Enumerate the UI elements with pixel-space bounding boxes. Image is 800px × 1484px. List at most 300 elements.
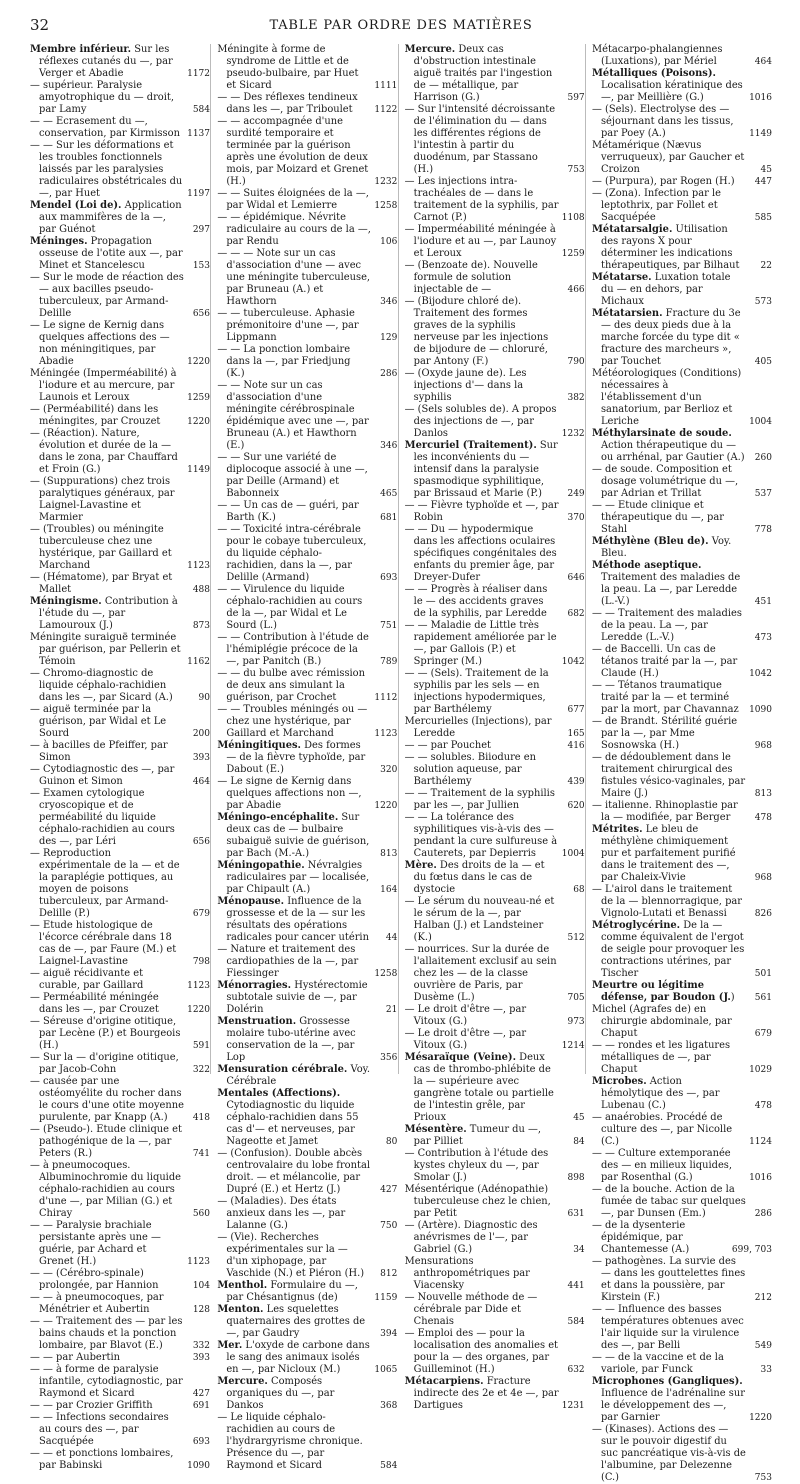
index-entry [217,1148,397,1196]
entry-page-number: 561 [754,993,772,1003]
index-entry [30,44,210,80]
entry-text: Méningitiques. Des formes — de la fièvre typhoïde, par Dabout (E.) [217,740,366,775]
entry-text: Méthylène (Bleu de). Voy. Bleu. [591,536,732,559]
index-entry [405,104,585,176]
index-entry [30,80,210,116]
index-entry [217,500,397,524]
entry-page-number: 1259 [561,249,585,259]
entry-text: — (Perméabilité) dans les méningites, par Crouzet [30,404,161,427]
entry-page-number: 573 [754,297,772,307]
entry-page-number: 478 [754,813,772,823]
entry-page-number: 591 [192,1041,210,1051]
entry-page-number: 200 [192,729,210,739]
index-entry [217,860,397,896]
entry-text: — — Ecrasement du —, conservation, par Kirmisson [30,116,180,139]
entry-page-number: 1016 [749,93,772,103]
entry-page-number: 1004 [561,849,585,859]
entry-page-number: 418 [192,1113,210,1123]
index-entry [405,860,585,896]
entry-text: — — Du — hypodermique dans les affections oculaires spécifiques congénitales des enfants du premier âge, par Dreyer-Dufer [404,524,557,583]
entry-text: — (Vie). Recherches expérimentales sur la — d'un xiphopage, par Vaschide (N.) et Piéron (H.) [217,1232,365,1279]
entry-text: — Contribution à l'étude des kystes chyleux du —, par Smolar (J.) [404,1148,549,1183]
entry-text: — — Traitement des maladies de la peau. La —, par Leredde (L.-V.) [591,608,742,643]
entry-text: Menstruation. Grossesse molaire tubo-utérine avec conservation de la —, par Lop [217,1016,356,1063]
index-entry [30,1292,210,1316]
index-entry [592,188,772,224]
entry-page-number: 34 [573,1245,585,1255]
index-entry [405,500,585,524]
entry-page-number: 447 [754,177,772,187]
entry-page-number: 451 [754,597,772,607]
entry-page-number: 656 [192,837,210,847]
index-entry [217,524,397,584]
index-entry [217,776,397,812]
index-entry [592,68,772,104]
index-entry [30,320,210,368]
entry-text: Méningopathie. Névralgies radiculaires par — localisée, par Chipault (A.) [217,860,370,895]
index-entry [405,368,585,404]
index-entry [30,1412,210,1448]
entry-page-number: 1149 [749,129,772,139]
index-entry [592,920,772,980]
entry-text: — Sur le mode de réaction des — aux bacilles pseudo-tuberculeux, par Armand-Delille [30,272,184,319]
entry-text: — causée par une ostéomyélite du rocher dans le cours d'une otite moyenne purulente, par Knapp (A.) [30,1076,184,1123]
index-entry [30,1160,210,1220]
index-entry [217,344,397,380]
entry-page-number: 1029 [749,1065,772,1075]
entry-page-number: 813 [754,789,772,799]
index-entry [592,1076,772,1112]
entry-text: — — accompagnée d'une surdité temporaire et terminée par la guérison après une évolution de deux mois, par Moizard et Grenet (H.) [217,116,369,187]
entry-page-number: 1112 [374,693,398,703]
index-entry [217,896,397,944]
entry-text: — — et ponctions lombaires, par Babinski [30,1448,174,1471]
entry-page-number: 90 [198,693,210,703]
entry-text: — — épidémique. Névrite radiculaire au cours de la —, par Rendu [217,212,371,247]
entry-text: — (Troubles) ou méningite tuberculeuse chez une hystérique, par Gaillard et Marchand [30,524,172,571]
index-entry [592,1040,772,1076]
entry-text: — (Bijodure chloré de). Traitement des formes graves de la syphilis nerveuse par les injections de bijodure de — chloruré, par Antony (F.) [404,296,549,367]
index-entry [405,1028,585,1052]
index-entry [217,1340,397,1376]
entry-text: Métamérique (Nævus verruqueux), par Gaucher et Croizon [591,140,745,175]
entry-page-number: 677 [567,705,585,715]
entry-page-number: 260 [754,453,772,463]
entry-page-number: 165 [567,729,585,739]
entry-text: — italienne. Rhinoplastie par la — modifiée, par Berger [591,800,738,823]
index-entry [217,1232,397,1280]
index-entry [405,584,585,620]
entry-page-number: 153 [192,261,210,271]
index-entry [405,1220,585,1256]
entry-page-number: 813 [380,849,398,859]
index-entry [405,1292,585,1328]
entry-page-number: 478 [754,1101,772,1111]
entry-page-number: 1123 [374,729,398,739]
entry-page-number: 753 [754,1473,772,1483]
index-entry [592,272,772,308]
index-entry [592,1376,772,1424]
index-entry [592,824,772,884]
entry-page-number: 332 [192,1341,210,1351]
entry-text: — L'airol dans le traitement de la — blennorragique, par Vignolo-Lutati et Benassi [591,884,743,919]
entry-page-number: 488 [192,585,210,595]
entry-page-number: 1004 [749,417,772,427]
entry-text: Mentales (Affections). Cytodiagnostic du liquide céphalo-rachidien dans 55 cas d'— et nerveuses, par Nageotte et Jamet [217,1088,359,1147]
index-entry [30,848,210,920]
index-entry [217,740,397,776]
entry-page-number: 1220 [187,417,210,427]
entry-text: — — Tétanos traumatique traité par la — et terminé par la mort, par Chavannaz [591,680,739,715]
index-entry [592,1184,772,1220]
index-entry [30,1448,210,1472]
index-entry [30,116,210,140]
entry-text: — — (Cérébro-spinale) prolongée, par Hannion [30,1268,159,1291]
entry-page-number: 1162 [187,657,210,667]
index-entry [592,224,772,272]
index-entry [30,368,210,404]
entry-page-number: 778 [754,525,772,535]
entry-text: — (Benzoate de). Nouvelle formule de solution injectable de — [404,260,538,295]
entry-text: — Examen cytologique cryoscopique et de perméabilité du liquide céphalo-rachidien au cours des —, par Léri [30,788,175,847]
entry-text: — Sur l'intensité décroissante de l'élimination du — dans les différentes régions de l'intestin à partir du duodénum, par Stassano (H.) [404,104,556,175]
entry-page-number: 441 [567,1281,585,1291]
index-entry [592,752,772,800]
entry-text: — Séreuse d'origine otitique, par Lecène (P.) et Bourgeois (H.) [30,1016,181,1051]
entry-page-number: 537 [754,489,772,499]
entry-text: Mère. Des droits de la — et du fœtus dans le cas de dystocie [404,860,545,895]
entry-text: Métroglycérine. De la — comme équivalent de l'ergot de seigle pour provoquer les contractions utérines, par Tischer [591,920,745,979]
entry-text: — Le sérum du nouveau-né et le sérum de la —, par Halban (J.) et Landsteiner (K.) [404,896,555,943]
entry-page-number: 1124 [749,1137,772,1147]
entry-text: — Nature et traitement des cardiopathies de la —, par Fiessinger [217,944,359,979]
page-header [30,14,772,38]
index-entry [405,440,585,500]
index-entry [405,44,585,104]
index-entry [405,620,585,668]
entry-page-number: 826 [754,909,772,919]
index-entry [30,1076,210,1124]
entry-text: — — Culture extemporanée des — en milieux liquides, par Rosenthal (G.) [591,1148,732,1183]
entry-page-number: 699, 703 [731,1245,772,1255]
entry-text: — — à pneumocoques, par Ménétrier et Aubertin [30,1292,164,1315]
entry-text: — à bacilles de Pfeiffer, par Simon [30,740,168,763]
entry-text: Mensuration cérébrale. Voy. Cérébrale [217,1064,371,1087]
index-entry [405,260,585,296]
entry-text: Métalliques (Poisons). Localisation kératinique des —, par Meillière (G.) [591,68,743,103]
entry-text: Méningisme. Contribution à l'étude du —, par Lamouroux (J.) [30,596,178,631]
entry-page-number: 286 [754,1209,772,1219]
index-entry [592,176,772,188]
index-entry [592,608,772,644]
entry-page-number: 1042 [561,657,585,667]
entry-text: — — Etude clinique et thérapeutique du —, par Stahl [591,500,724,535]
entry-text: — nourrices. Sur la durée de l'allaitement exclusif au sein chez les — de la classe ouvrière de Paris, par Dusème (L.) [404,944,557,1003]
entry-text: — — Troubles méningés ou — chez une hystérique, par Gaillard et Marchand [217,704,368,739]
entry-text: Microphones (Gangliques). Influence de l'adrénaline sur le développement des —, par Garnier [591,1376,745,1423]
entry-text: — (Artère). Diagnostic des anévrismes de l'—, par Gabriel (G.) [404,1220,538,1255]
index-entry [592,308,772,368]
entry-page-number: 1172 [187,69,210,79]
entry-text: Microbes. Action hémolytique des —, par Lubenau (C.) [591,1076,720,1111]
entry-text: — — tuberculeuse. Aphasie prémonitoire d'une —, par Lippmann [217,308,359,343]
entry-text: — de Brandt. Stérilité guérie par la —, par Mme Sosnowska (H.) [591,716,738,751]
entry-page-number: 1232 [374,177,398,187]
entry-page-number: 1090 [749,705,772,715]
entry-page-number: 584 [567,1317,585,1327]
index-entry [592,980,772,1004]
index-column-3 [398,44,585,1411]
index-entry [592,644,772,680]
entry-page-number: 22 [760,261,772,271]
index-entry [592,368,772,428]
running-title: TABLE PAR ORDRE DES MATIÈRES [269,18,533,33]
entry-page-number: 1232 [561,429,585,439]
index-entry [592,1304,772,1352]
entry-text: — Le droit d'être —, par Vitoux (G.) [404,1028,527,1051]
entry-page-number: 631 [567,1209,585,1219]
entry-text: — — du bulbe avec rémission de deux ans simulant la guérison, par Crochet [217,668,365,703]
index-entry [30,236,210,272]
entry-text: — (Sels solubles de). A propos des injections de —, par Danlos [404,404,557,439]
entry-page-number: 873 [192,621,210,631]
index-entry [217,944,397,980]
entry-text: — — à forme de paralysie infantile, cytodiagnostic, par Raymond et Sicard [30,1364,183,1399]
entry-text: Mésaraïque (Veine). Deux cas de thrombo-phlébite de la — supérieure avec gangrène totale ou partielle de l'intestin grêle, par Prioux [404,1052,554,1123]
entry-text: — (Maladies). Des états anxieux dans les —, par Lalanne (G.) [217,1196,346,1231]
entry-page-number: 751 [380,621,398,631]
entry-page-number: 1149 [187,465,210,475]
entry-text: Métacarpiens. Fracture indirecte des 2e et 4e —, par Dartigues [404,1376,559,1411]
entry-text: Mercurielles (Injections), par Leredde [404,716,552,739]
entry-page-number: 1220 [187,1005,210,1015]
entry-text: — — Progrès à réaliser dans le — des accidents graves de la syphilis, par Leredde [404,584,548,619]
index-entry [30,1352,210,1364]
index-entry [217,980,397,1016]
index-entry [217,1016,397,1064]
entry-page-number: 501 [754,969,772,979]
index-entry [405,896,585,944]
entry-text: — — par Aubertin [30,1352,120,1363]
index-entry [30,1364,210,1400]
entry-text: — Les injections intra-trachéales de — dans le traitement de la syphilis, par Carnot (P.) [404,176,559,223]
index-entry [592,884,772,920]
index-entry [217,116,397,188]
entry-page-number: 44 [385,933,398,943]
entry-page-number: 790 [567,357,585,367]
entry-page-number: 393 [192,1353,210,1363]
entry-text: — Sur la — d'origine otitique, par Jacob-Cohn [30,1052,179,1075]
entry-text: Métacarpo-phalangiennes (Luxations), par Mériel [591,44,723,67]
entry-text: Mer. L'oxyde de carbone dans le sang des animaux isolés en —, par Nicloux (M.) [217,1340,370,1375]
entry-text: Méningite suraiguë terminée par guérison, par Pellerin et Témoin [30,632,181,667]
index-entry [405,404,585,440]
entry-text: Métrites. Le bleu de méthylène chimiquement pur et parfaitement purifié dans le traitement des —, par Chaleix-Vivie [591,824,736,883]
page-number: 32 [30,16,50,34]
entry-page-number: 427 [192,1389,210,1399]
entry-page-number: 898 [567,1173,585,1183]
index-entry [217,44,397,92]
entry-text: — de Baccelli. Un cas de tétanos traité par la —, par Claude (H.) [591,644,738,679]
entry-text: — — Toxicité intra-cérébrale pour le cobaye tuberculeux, du liquide céphalo-rachidien, dans la —, par Delille (Armand) [217,524,367,583]
entry-text: — — Virulence du liquide céphalo-rachidien au cours de la —, par Widal et Le Sourd (L.) [217,584,363,631]
index-entry [405,1052,585,1124]
entry-page-number: 1111 [374,81,398,91]
entry-page-number: 346 [380,297,398,307]
entry-text: — — Suites éloignées de la —, par Widal et Lemierre [217,188,369,211]
entry-text: — — Un cas de — guéri, par Barth (K.) [217,500,359,523]
index-entry [30,1124,210,1160]
entry-text: Mensurations anthropométriques par Viacensky [404,1256,530,1291]
index-entry [30,200,210,236]
index-entry [217,308,397,344]
entry-page-number: 297 [192,225,210,235]
entry-page-number: 646 [567,573,585,583]
entry-text: — à pneumocoques. Albuminochromie du liquide céphalo-rachidien au cours d'une —, par Milian (G.) et Chiray [30,1160,182,1219]
index-entry [592,44,772,68]
entry-text: Menthol. Formulaire du —, par Chésantignus (de) [217,1280,358,1303]
index-entry [30,968,210,992]
entry-text: Méthode aseptique. Traitement des maladies de la peau. La —, par Leredde (L.-V.) [591,560,741,607]
entry-text: — — Des réflexes tendineux dans les —, par Triboulet [217,92,358,115]
index-entry [217,212,397,248]
entry-text: Mercure. Composés organiques du —, par Dankos [217,1376,335,1411]
entry-text: Météorologiques (Conditions) nécessaires à l'établissement d'un sanatorium, par Berlioz et Leriche [591,368,742,427]
index-entry [592,1148,772,1184]
entry-page-number: 1042 [749,669,772,679]
entry-page-number: 1220 [187,357,210,367]
entry-page-number: 1220 [749,1413,772,1423]
index-entry [405,812,585,860]
index-entry [592,560,772,608]
index-entry [217,188,397,212]
entry-text: — (Purpura), par Rogen (H.) [591,176,735,187]
entry-text: Métatarsien. Fracture du 3e — des deux pieds due à la marche forcée du type dit « fracture des marcheurs », par Touchet [591,308,741,367]
entry-text: — (Hématome), par Bryat et Mallet [30,572,173,595]
entry-page-number: 973 [567,1017,585,1027]
entry-text: — Cytodiagnostic des —, par Guinon et Simon [30,764,175,787]
entry-text: — (Kinases). Actions des — sur le pouvoir digestif du suc pancréatique vis-à-vis de l'albumine, par Delezenne (C.) [591,1424,746,1483]
entry-page-number: 693 [192,1437,210,1447]
entry-text: — Le signe de Kernig dans quelques affections des — non méningitiques, par Abadie [30,320,170,367]
entry-text: — (Zona). Infection par le leptothrix, par Follet et Sacquépée [591,188,721,223]
entry-text: — — Contribution à l'étude de l'hémiplégie précoce de la —, par Panitch (B.) [217,632,369,667]
index-entry [217,1376,397,1412]
entry-page-number: 405 [754,357,772,367]
entry-page-number: 1123 [187,561,210,571]
index-entry [30,572,210,596]
entry-page-number: 585 [754,213,772,223]
entry-text: — — par Crozier Griffith [30,1400,153,1411]
entry-text: — — Sur les déformations et les troubles fonctionnels laissés par les paralysies radiculaires obstétricales du —, par Huet [30,140,183,199]
entry-text: Méningo-encéphalite. Sur deux cas de — bulbaire subaiguë suivie de guérison, par Bach (M.-A.) [217,812,370,859]
entry-page-number: 656 [192,309,210,319]
entry-text: Méningée (Imperméabilité) à l'iodure et au mercure, par Launois et Leroux [30,368,177,403]
index-entry [405,752,585,788]
entry-page-number: 416 [567,741,585,751]
entry-text: — — par Pouchet [404,740,492,751]
index-entry [217,1196,397,1232]
entry-page-number: 968 [754,873,772,883]
index-entry [217,632,397,668]
entry-page-number: 466 [567,285,585,295]
index-entry [217,1088,397,1148]
index-entry [217,1304,397,1340]
entry-page-number: 1258 [374,969,398,979]
index-entry [592,140,772,176]
entry-page-number: 286 [380,369,398,379]
entry-text: Ménopause. Influence de la grossesse et de la — sur les résultats des opérations radicales pour cancer utérin [217,896,369,943]
entry-page-number: 212 [754,1293,772,1303]
entry-page-number: 104 [192,1281,210,1291]
index-entry [30,524,210,572]
entry-text: — Perméabilité méningée dans les —, par Crouzet [30,992,159,1015]
entry-page-number: 789 [380,657,398,667]
index-entry [592,1220,772,1256]
entry-page-number: 691 [192,1401,210,1411]
index-entry [30,1316,210,1352]
index-entry [30,632,210,668]
index-entry [592,1256,772,1304]
index-entry [592,680,772,716]
entry-text: — Emploi des — pour la localisation des anomalies et pour la — des organes, par Guilleminot (H.) [404,1328,559,1375]
index-entry [217,668,397,704]
index-entry [30,920,210,968]
entry-text: — de dédoublement dans le traitement chirurgical des fistules vésico-vaginales, par Maire (J.) [591,752,746,799]
entry-text: Mésentérique (Adénopathie) tuberculeuse chez le chien, par Petit [404,1184,551,1219]
index-entry [592,1112,772,1148]
entry-text: — de la dysenterie épidémique, par Chantemesse (A.) [591,1220,690,1255]
entry-text: — — solubles. Biiodure en solution aqueuse, par Barthélemy [404,752,536,787]
entry-page-number: 1197 [187,189,210,199]
entry-page-number: 1016 [749,1173,772,1183]
entry-page-number: 33 [760,1365,772,1375]
entry-text: — (Confusion). Double abcès centrovalaire du lobe frontal droit. — et mélancolie, par Dupré (E.) et Hertz (J.) [217,1148,370,1195]
index-entry [592,500,772,536]
entry-text: — — rondes et les ligatures métalliques de —, par Chaput [591,1040,731,1075]
entry-page-number: 1231 [561,1401,585,1411]
entry-text: — Etude histologique de l'écorce cérébrale dans 18 cas de —, par Faure (M.) et Laignel-Lavastine [30,920,177,967]
index-entry [405,1124,585,1148]
entry-page-number: 798 [192,957,210,967]
index-entry [217,1064,397,1088]
entry-page-number: 1159 [374,1293,398,1303]
entry-page-number: 549 [754,1341,772,1351]
entry-page-number: 560 [192,1209,210,1219]
entry-page-number: 597 [567,93,585,103]
entry-page-number: 370 [567,513,585,523]
entry-page-number: 106 [380,237,398,247]
index-entry [217,92,397,116]
index-entry [405,1148,585,1184]
entry-text: Ménorragies. Hystérectomie subtotale suivie de —, par Dolérin [217,980,368,1015]
index-entry [405,1376,585,1412]
entry-text: — (Pseudo-). Etude clinique et pathogénique de la —, par Peters (R.) [30,1124,182,1159]
entry-text: — — Maladie de Little très rapidement améliorée par le —, par Gallois (P.) et Springer (M.) [404,620,557,667]
index-entry [217,704,397,740]
index-entry [30,1268,210,1292]
index-columns [30,44,772,1483]
entry-page-number: 465 [380,489,398,499]
index-entry [30,704,210,740]
entry-text: Mercure. Deux cas d'obstruction intestinale aiguë traités par l'ingestion de — métallique, par Harrison (G.) [404,44,553,103]
entry-text: — — Paralysie brachiale persistante après une — guérie, par Achard et Grenet (H.) [30,1220,161,1267]
entry-text: Métatarsalgie. Utilisation des rayons X pour déterminer les indications thérapeutiques, par Bilhaut [591,224,740,271]
index-entry [405,296,585,368]
entry-page-number: 741 [192,1149,210,1159]
entry-text: — (Réaction). Nature, évolution et durée de la — dans le zona, par Chauffard et Froin (G.) [30,428,178,475]
entry-page-number: 705 [567,993,585,1003]
